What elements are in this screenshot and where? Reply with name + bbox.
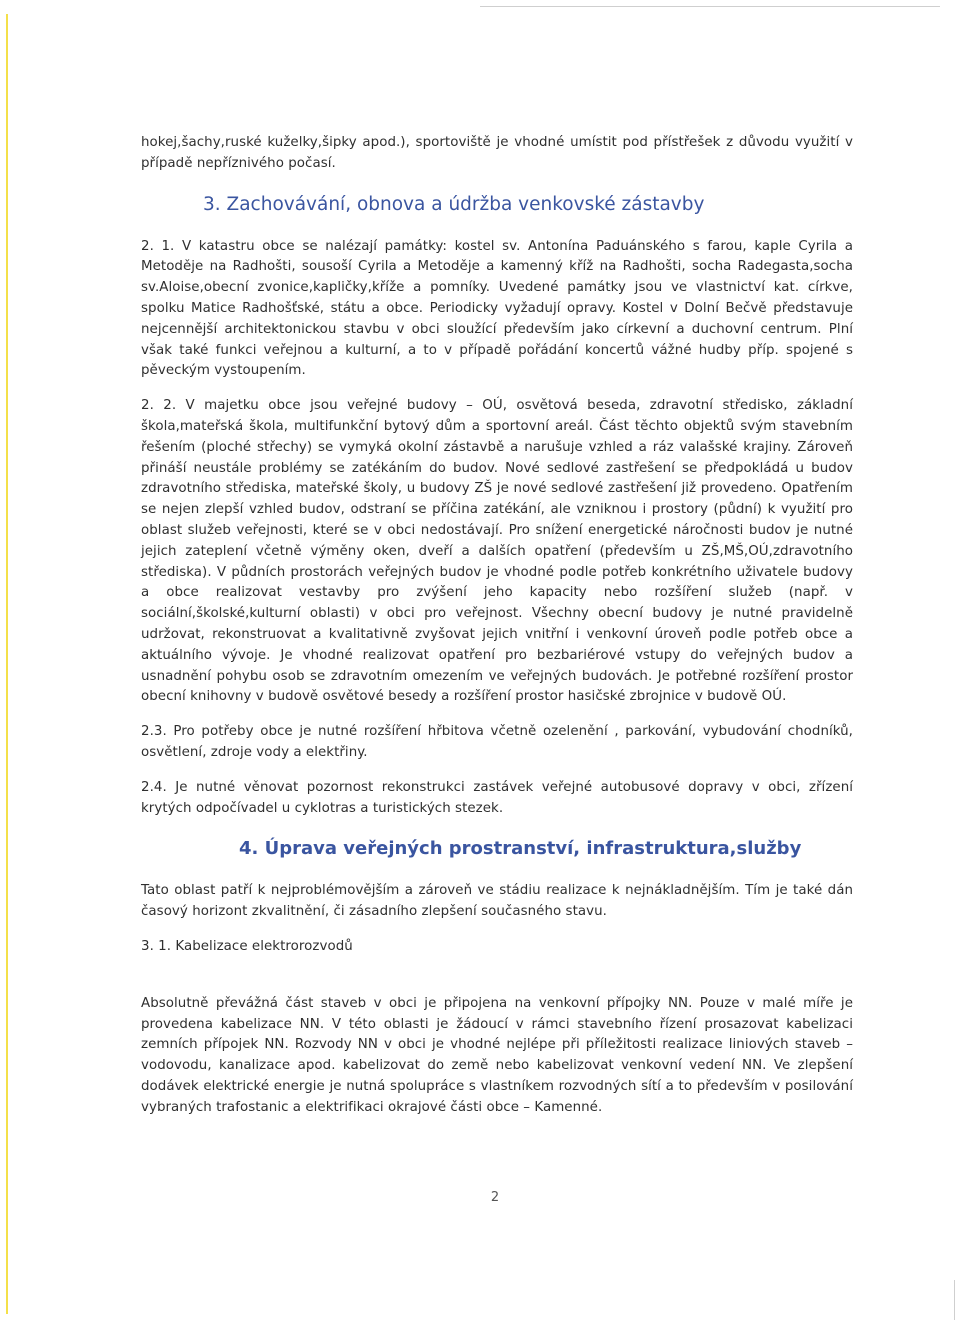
scan-edge-right [954, 1280, 955, 1320]
section-4-intro: Tato oblast patří k nejproblémovějším a zároveň ve stádiu realizace k nejnákladnějším. Tím je také dán časový horizont zkvalitnění, či zásadního zlepšení současného stavu. [141, 883, 853, 920]
paragraph-2-1: 2. 1. V katastru obce se nalézají památky: kostel sv. Antonína Paduánského s farou, kaple Cyrila a Metoděje na Radhošti, sousoší Cyrila a Metoděje a kamenný kříž na Radhošti, socha Radegasta,socha sv.Aloise,obecní zvonice,kapličky,kříže a pomníky. Uvedené památky jsou ve vlastnictví kat. církve, spolku Matice Radhošťské, státu a obce. Periodicky vyžadují opravy. Kostel v Dolní Bečvě představuje nejcennější architektonickou stavbu v obci sloužící především jako církevní a duchovní centrum. Plní však také funkci veřejnou a kulturní, a to v případě pořádání koncertů vážné hudby příp. spojené s pěveckým vystoupením. [141, 238, 853, 379]
document-page [141, 133, 853, 1118]
paragraph-3-1: Absolutně převážná část staveb v obci je připojena na venkovní přípojky NN. Pouze v malé míře je provedena kabelizace NN. V této oblasti je žádoucí v rámci stavebního řízení prosazovat kabelizaci zemních přípojek NN. Rozvody NN v obci je vhodné nejlépe při příležitosti realizace liniových staveb – vodovodu, kanalizace apod. kabelizovat do země nebo kabelizovat venkovní vedení NN. Ve zlepšení dodávek elektrické energie je nutná spolupráce s vlastníkem rozvodných sítí a to především v posilování vybraných trafostanic a elektrifikaci okrajové části obce – Kamenné. [141, 995, 853, 1115]
section-3-heading: 3. Zachovávání, obnova a údržba venkovské zástavby [203, 193, 705, 215]
subsection-heading-3-1: 3. 1. Kabelizace elektrorozvodů [141, 938, 353, 954]
intro-paragraph: hokej,šachy,ruské kuželky,šipky apod.), sportoviště je vhodné umístit pod přístřešek z důvodu využití v případě nepříznivého počasí. [141, 135, 853, 171]
scan-edge-top [480, 6, 940, 7]
paragraph-2-3: 2.3. Pro potřeby obce je nutné rozšíření hřbitova včetně ozelenění , parkování, vybudování chodníků, osvětlení, zdroje vody a elektřiny. [141, 724, 853, 760]
scan-edge-left [6, 14, 8, 1314]
section-4-heading: 4. Úprava veřejných prostranství, infrastruktura,služby [239, 838, 802, 860]
paragraph-2-4: 2.4. Je nutné věnovat pozornost rekonstrukci zastávek veřejné autobusové dopravy v obci, zřízení krytých odpočívadel u cyklotras a turistických stezek. [141, 779, 853, 816]
page-number: 2 [490, 1190, 500, 1205]
paragraph-2-2: 2. 2. V majetku obce jsou veřejné budovy – OÚ, osvětová beseda, zdravotní středisko, základní škola,mateřská škola, multifunkční bytový dům a sportovní areál. Část těchto objektů svým stavebním řešením (ploché střechy) se vymyká okolní zástavbě a narušuje vzhled a ráz valašské krajiny. Zároveň přináší neustále problémy se zatékáním do budov. Nové sedlové zastřešení se předpokládá u budov zdravotního střediska, mateřské školy, u budovy ZŠ je nové sedlové zastřešení již provedeno. Opatřením se nejen zlepší vzhled budov, odstraní se příčina zatékání, ale vzniknou i prostory (půdní) k využití pro oblast služeb veřejnosti, které se v obci nedostávají. Pro snížení energetické náročnosti budov je nutné jejich zateplení včetně výměny oken, dveří a dalších opatření (především u ZŠ,MŠ,OÚ,zdravotního střediska). V půdních prostorách veřejných budov je vhodné podle potřeb konkrétního uživatele budovy a obce realizovat vestavby pro zvýšení jeho kapacity nebo rozšíření služeb (např. v sociální,školské,kulturní oblasti) v obci pro veřejnost. Všechny obecní budovy je nutné pravidelně udržovat, rekonstruovat a kvalitativně zvyšovat jejich vnitřní i venkovní úroveň podle potřeb obce a aktuálního vývoje. Je vhodné realizovat opatření pro bezbariérové vstupy do veřejných budov a usnadnění pohybu osob se zdravotním omezením ve veřejných budovách. Je potřebné rozšíření prostor obecní knihovny v budově osvětové besedy a rozšíření prostor hasičské zbrojnice v budově OÚ. [141, 398, 853, 705]
